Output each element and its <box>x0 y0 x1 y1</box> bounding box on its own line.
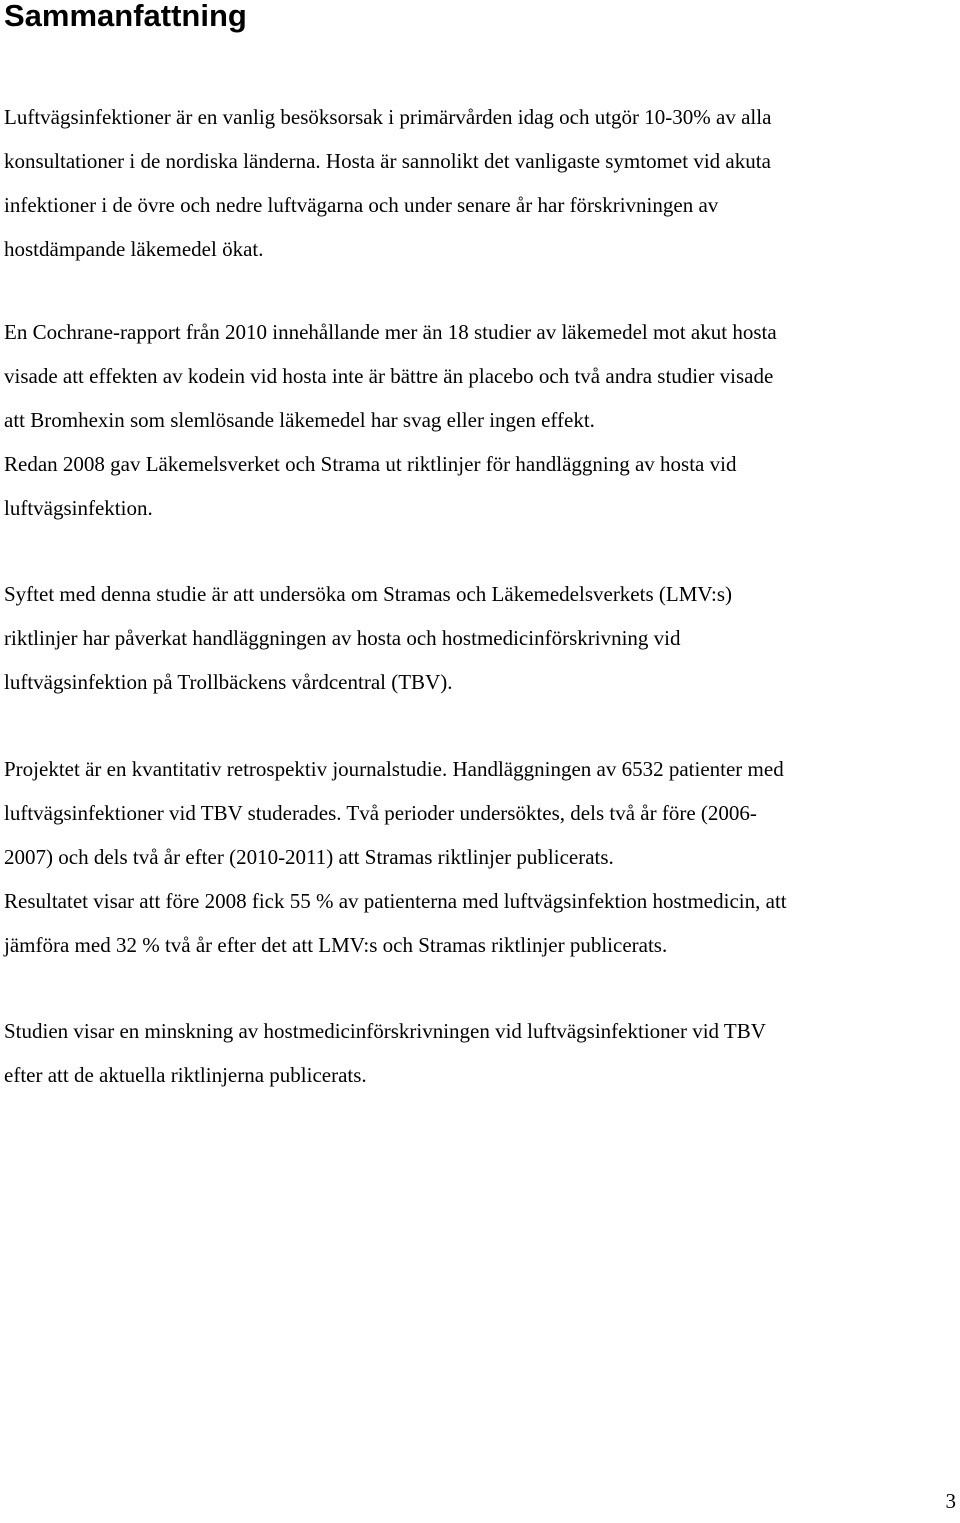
paragraph-aim <box>4 572 732 704</box>
paragraph-conclusion <box>4 1009 766 1097</box>
text-line: Redan 2008 gav Läkemelsverket och Strama ut riktlinjer för handläggning av hosta vid <box>4 452 737 476</box>
text-line: 2007) och dels två år efter (2010-2011) att Stramas riktlinjer publicerats. <box>4 845 614 869</box>
text-line: luftvägsinfektioner vid TBV studerades. Två perioder undersöktes, dels två år före (2006- <box>4 801 757 825</box>
text-line: Projektet är en kvantitativ retrospektiv journalstudie. Handläggningen av 6532 patienter med <box>4 757 784 781</box>
text-line: Luftvägsinfektioner är en vanlig besöksorsak i primärvården idag och utgör 10-30% av alla <box>4 105 772 129</box>
page-title: Sammanfattning <box>4 0 247 33</box>
text-line: hostdämpande läkemedel ökat. <box>4 237 264 261</box>
paragraph-background <box>4 310 777 530</box>
text-line: Syftet med denna studie är att undersöka om Stramas och Läkemedelsverkets (LMV:s) <box>4 582 732 606</box>
paragraph-method-results <box>4 747 787 967</box>
text-line: visade att effekten av kodein vid hosta inte är bättre än placebo och två andra studier visade <box>4 364 774 388</box>
text-line: luftvägsinfektion på Trollbäckens vårdcentral (TBV). <box>4 670 453 694</box>
text-line: konsultationer i de nordiska länderna. Hosta är sannolikt det vanligaste symtomet vid akuta <box>4 149 771 173</box>
text-line: Resultatet visar att före 2008 fick 55 % av patienterna med luftvägsinfektion hostmedicin, att <box>4 889 787 913</box>
text-line: Studien visar en minskning av hostmedicinförskrivningen vid luftvägsinfektioner vid TBV <box>4 1019 766 1043</box>
text-line: riktlinjer har påverkat handläggningen av hosta och hostmedicinförskrivning vid <box>4 626 681 650</box>
text-line: luftvägsinfektion. <box>4 496 153 520</box>
text-line: infektioner i de övre och nedre luftvägarna och under senare år har förskrivningen av <box>4 193 719 217</box>
text-line: En Cochrane-rapport från 2010 innehållande mer än 18 studier av läkemedel mot akut hosta <box>4 320 777 344</box>
text-line: att Bromhexin som slemlösande läkemedel har svag eller ingen effekt. <box>4 408 595 432</box>
page-number: 3 <box>945 1489 956 1513</box>
paragraph-intro <box>4 95 771 271</box>
text-line: efter att de aktuella riktlinjerna publicerats. <box>4 1063 367 1087</box>
text-line: jämföra med 32 % två år efter det att LMV:s och Stramas riktlinjer publicerats. <box>4 933 668 957</box>
